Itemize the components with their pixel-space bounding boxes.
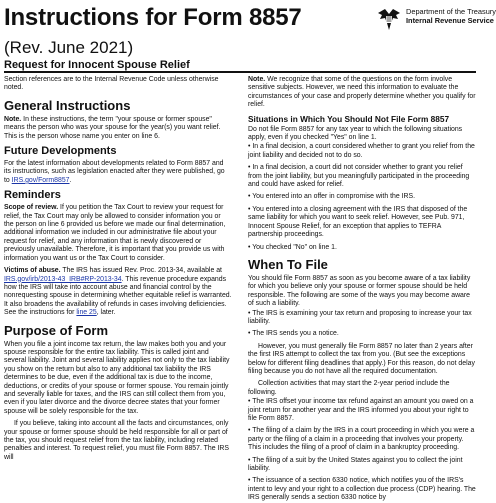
note-lead: Note.: [4, 115, 22, 123]
list-item: • The issuance of a section 6330 notice, which notifies you of the IRS's intent to levy and your right to a collection due process (CDP) hearing. The IRS generally sends a section 6330 notice by: [248, 477, 476, 502]
heading-situations: Situations in Which You Should Not File Form 8857: [248, 113, 450, 124]
victims-text-2: . This revenue procedure expands how the IRS will take into account abuse and financial control by the nonrequesting spouse in determining whether equitable relief is warranted. It also broadens the availability of refunds in cases involving deficiencies. See the instructions for: [4, 275, 232, 317]
purpose-paragraph-2: If you believe, taking into account all the facts and circumstances, only your spouse or former spouse should be held responsible for all or part of the tax, you should request relief from the tax liability, including related penalties and interest. To request relief, you must file Form 8857. The IRS will: [4, 420, 229, 461]
heading-general-instructions: General Instructions: [4, 97, 131, 113]
heading-when-to-file: When To File: [248, 256, 328, 272]
scope-lead: Scope of review.: [4, 204, 59, 212]
heading-purpose-of-form: Purpose of Form: [4, 322, 109, 338]
situations-list: [248, 143, 476, 251]
collection-list: [248, 398, 476, 502]
list-item: • You entered into a closing agreement with the IRS that disposed of the same liability for which you want to seek relief. However, see Pub. 971, Innocent Spouse Relief, for an exception that applies to TEFRA partnership proceedings.: [248, 205, 468, 239]
heading-reminders: Reminders: [4, 189, 61, 202]
revision-date: (Rev. June 2021): [4, 38, 134, 57]
list-item: • The filing of a claim by the IRS in a court proceeding in which you were a party or the filing of a claim in a proceeding that involves your property. This includes the filing of a proof of claim in a bankruptcy proceeding.: [248, 427, 475, 452]
future-paragraph: For the latest information about developments related to Form 8857 and its instructions, such as legislation enacted after they were published, go to IRS.gov/Form8857.: [4, 160, 225, 184]
when-intro: You should file Form 8857 as soon as you become aware of a tax liability for which you believe only your spouse or former spouse should be held responsible. The following are some of the ways you may become aware of such a liability.: [248, 274, 471, 308]
list-item: • The IRS offset your income tax refund against an amount you owed on a joint return for another year and the IRS informed you about your right to file Form 8857.: [248, 398, 474, 422]
heading-future-developments: Future Developments: [4, 145, 117, 158]
when-list: [248, 310, 476, 339]
deadline-paragraph: However, you must generally file Form 8857 no later than 2 years after the first IRS attempt to collect the tax from you. (But see the exceptions below for different filing deadlines that apply.) For this reason, do not delay filing because you do not have all the required documentation.: [248, 342, 475, 375]
irs-eagle-logo-icon: [376, 6, 402, 32]
left-column: [4, 76, 232, 480]
note-text: In these instructions, the term "your spouse or former spouse" means the person who was your spouse for the year(s) you want relief. This is the person whose name you enter on line 6.: [4, 115, 221, 140]
scope-paragraph: [4, 204, 232, 263]
form-subtitle: Request for Innocent Spouse Relief: [4, 59, 190, 71]
list-item: • In a final decision, a court did not consider whether to grant you relief from the joint liability, but you meaningfully participated in the proceeding and could have asked for relief.: [248, 164, 470, 189]
sensitive-note-paragraph: [248, 76, 476, 110]
collection-intro: Collection activities that may start the 2-year period include the following.: [248, 380, 450, 396]
note-paragraph: [4, 116, 232, 141]
victims-lead: Victims of abuse.: [4, 267, 61, 275]
future-text: For the latest information about developments related to Form 8857 and its instructions, such as legislation enacted after they were published, go to: [4, 160, 225, 184]
agency-department: Department of the Treasury: [406, 7, 496, 16]
right-column: [248, 76, 476, 502]
list-item: • The IRS sends you a notice.: [248, 330, 339, 338]
header-divider: [4, 71, 476, 73]
list-item: • You entered into an offer in compromise with the IRS.: [248, 193, 415, 201]
line-25-link[interactable]: line 25: [76, 309, 97, 317]
scope-text: If you petition the Tax Court to review your request for relief, the Tax Court may only be allowed to consider information you or the person on line 6 provided us before we made our final determination, additional information we included in our administrative file about your request for relief, and any information that is newly discovered or previously unavailable. Therefore, it is important that you provide us with information you want us or the Tax Court to consider.: [4, 204, 226, 262]
victims-paragraph: [4, 267, 232, 317]
sensitive-note-lead: Note.: [248, 76, 266, 83]
list-item: • You checked "No" on line 1.: [248, 243, 337, 251]
form8857-link[interactable]: IRS.gov/Form8857: [11, 176, 70, 184]
victims-text-1: The IRS has issued Rev. Proc. 2013-34, available at: [60, 267, 222, 275]
agency-name: Internal Revenue Service: [406, 16, 494, 25]
page-title: Instructions for Form 8857: [4, 4, 302, 31]
agency-block: [376, 4, 496, 44]
sensitive-note-text: We recognize that some of the questions on the form involve sensitive subjects. However, we need this information to evaluate the circumstances of your case and properly determine whether you qualify for relief.: [248, 76, 476, 109]
list-item: • The filing of a suit by the United States against you to collect the joint liability.: [248, 456, 463, 473]
victims-text-3: , later.: [96, 309, 116, 317]
situations-intro: Do not file Form 8857 for any tax year to which the following situations apply, even if you checked "Yes" on line 1.: [248, 125, 463, 142]
purpose-paragraph-1: When you file a joint income tax return, the law makes both you and your spouse responsible for the entire tax liability. This is called joint and several liability. Joint and several liability applies not only to the tax liability you show on the return but also to any additional tax liability the IRS determines to be due, even if the additional tax is due to the income, deductions, or credits of your spouse or former spouse. You remain jointly and severally liable for taxes, and the IRS can still collect them from you, even if you later divorce and the divorce decree states that your former spouse will be solely responsible for the tax.: [4, 340, 230, 415]
list-item: • In a final decision, a court considered whether to grant you relief from the joint liability and decided not to do so.: [248, 143, 475, 159]
rev-proc-link[interactable]: IRS.gov/irb/2013-43_IRB#RP-2013-34: [4, 275, 122, 283]
intro-text: Section references are to the Internal Revenue Code unless otherwise noted.: [4, 76, 219, 92]
list-item: • The IRS is examining your tax return and proposing to increase your tax liability.: [248, 309, 472, 325]
